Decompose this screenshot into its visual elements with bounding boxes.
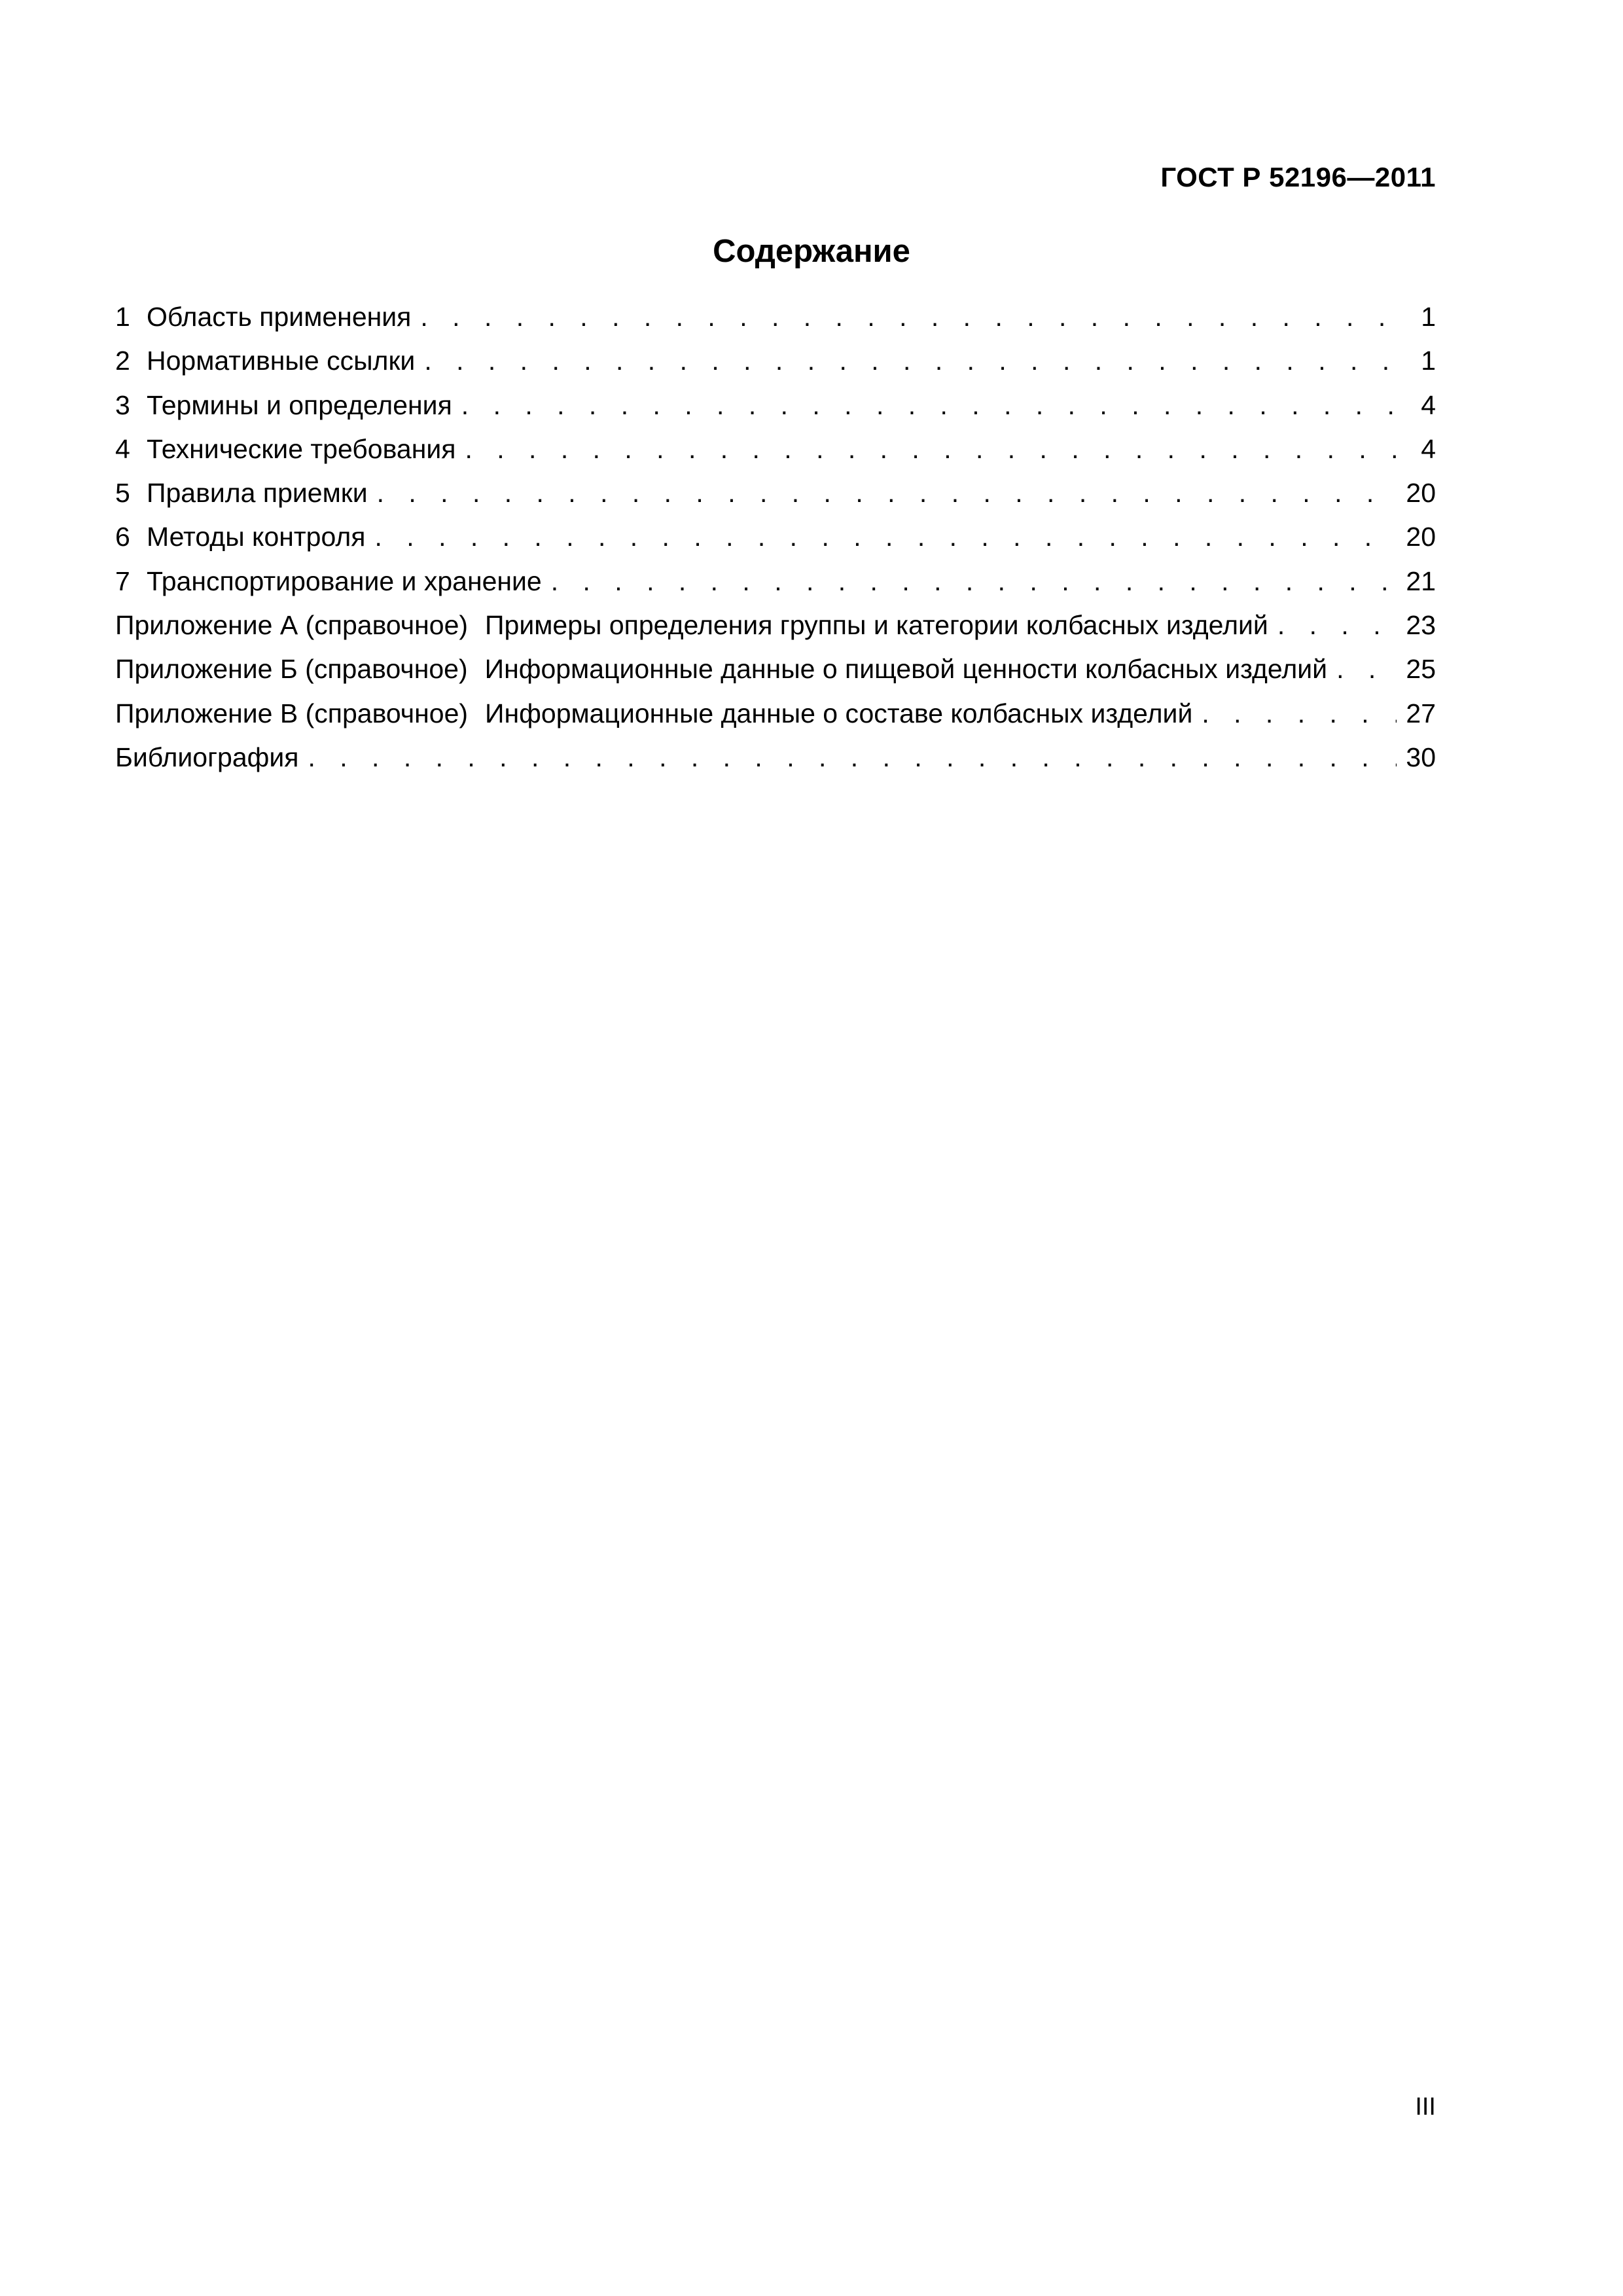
toc-entry-number: 2	[115, 346, 130, 376]
toc-entry-6[interactable]	[115, 517, 1436, 561]
toc-appendix-a[interactable]	[115, 605, 1436, 649]
dot-leader	[551, 562, 1397, 601]
toc-entry-label: Область применения	[147, 302, 412, 332]
dot-leader	[424, 341, 1411, 380]
dot-leader	[461, 386, 1411, 425]
toc-entry-label: Правила приемки	[147, 478, 368, 509]
toc-entry-label: Нормативные ссылки	[147, 346, 416, 376]
toc-entry-3[interactable]	[115, 386, 1436, 429]
appendix-prefix: Приложение В (справочное)	[115, 698, 469, 728]
toc-appendix-b[interactable]	[115, 649, 1436, 693]
dot-leader	[1202, 694, 1397, 733]
dot-leader	[420, 297, 1411, 336]
appendix-label: Информационные данные о пищевой ценности колбасных изделий	[484, 654, 1328, 685]
toc-entry-page: 23	[1406, 610, 1436, 641]
appendix-prefix: Приложение А (справочное)	[115, 610, 469, 641]
dot-leader	[377, 473, 1397, 512]
toc-entry-number: 5	[115, 478, 130, 509]
appendix-label: Информационные данные о составе колбасных изделий	[485, 698, 1193, 728]
toc-entry-page: 25	[1406, 654, 1436, 685]
toc-entry-page: 4	[1421, 433, 1436, 464]
toc-entry-label: Транспортирование и хранение	[147, 565, 542, 596]
toc-entry-page: 1	[1421, 346, 1436, 376]
toc-entry-4[interactable]	[115, 429, 1436, 473]
toc-entry-1[interactable]	[115, 297, 1436, 341]
document-code: ГОСТ Р 52196—2011	[1160, 162, 1436, 192]
toc-entry-page: 20	[1406, 522, 1436, 552]
toc-entry-number: 1	[115, 302, 130, 332]
toc-entry-2[interactable]	[115, 341, 1436, 385]
toc-entry-number: 7	[115, 565, 130, 596]
bibliography-label: Библиография	[115, 742, 299, 772]
toc-entry-page: 21	[1406, 565, 1436, 596]
dot-leader	[308, 738, 1397, 777]
toc-entry-label: Термины и определения	[147, 389, 452, 420]
page-number: III	[1415, 2093, 1436, 2121]
toc-entry-label: Методы контроля	[147, 522, 366, 552]
toc-title: Содержание	[713, 234, 910, 269]
dot-leader	[465, 429, 1411, 469]
toc-entry-number: 4	[115, 433, 130, 464]
toc-entry-page: 20	[1406, 478, 1436, 509]
appendix-prefix: Приложение Б (справочное)	[115, 654, 468, 685]
table-of-contents	[115, 297, 1436, 781]
dot-leader	[1336, 649, 1397, 689]
toc-entry-label: Технические требования	[147, 433, 456, 464]
toc-entry-7[interactable]	[115, 562, 1436, 605]
toc-bibliography[interactable]	[115, 738, 1436, 781]
toc-entry-page: 4	[1421, 389, 1436, 420]
toc-entry-number: 3	[115, 389, 130, 420]
toc-entry-number: 6	[115, 522, 130, 552]
dot-leader	[375, 517, 1397, 556]
toc-entry-page: 30	[1406, 742, 1436, 772]
toc-entry-5[interactable]	[115, 473, 1436, 517]
dot-leader	[1277, 605, 1397, 645]
appendix-label: Примеры определения группы и категории колбасных изделий	[485, 610, 1268, 641]
toc-entry-page: 1	[1421, 302, 1436, 332]
toc-appendix-v[interactable]	[115, 694, 1436, 738]
toc-entry-page: 27	[1406, 698, 1436, 728]
